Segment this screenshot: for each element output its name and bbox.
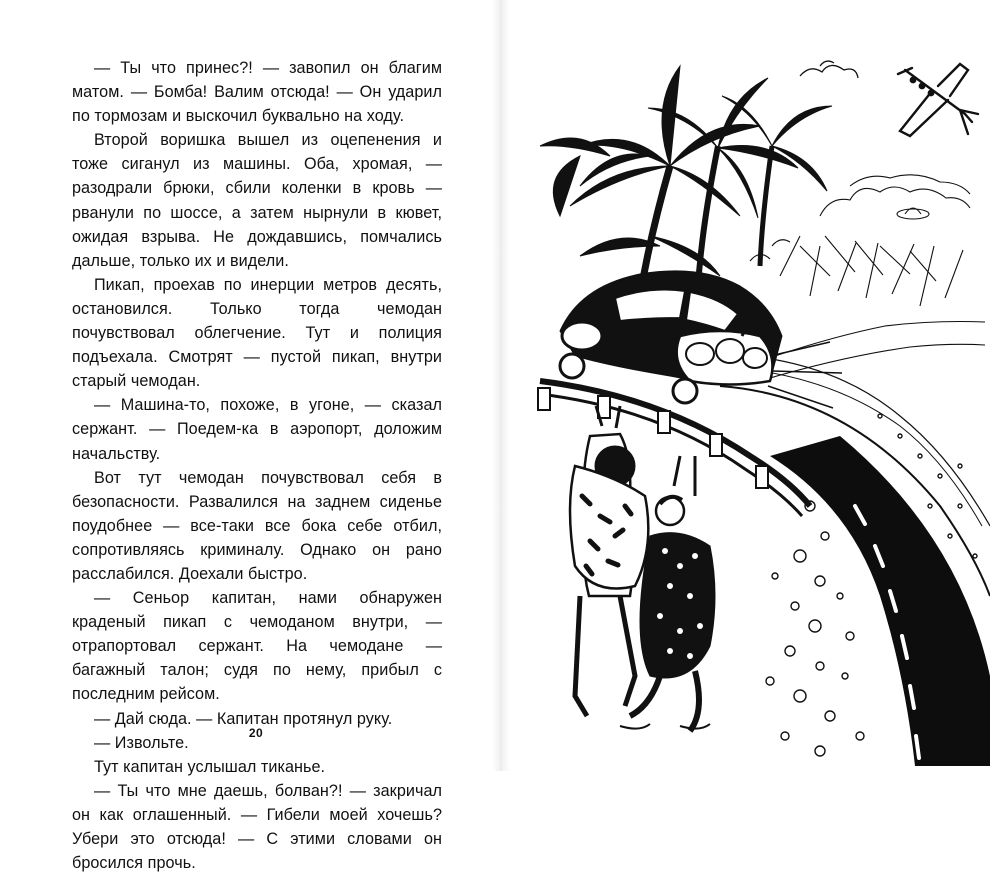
illustration xyxy=(520,36,990,766)
paragraph: — Ты что принес?! — завопил он благим матом. — Бомба! Валим отсюда! — Он ударил по тормозам и выскочил буквально на ходу. xyxy=(72,59,442,126)
palm-trees xyxy=(540,66,832,296)
airplane-drawing xyxy=(898,64,978,136)
paragraph: — Дай сюда. — Капитан протянул руку. xyxy=(94,709,393,728)
page-gutter xyxy=(492,0,510,771)
page-number: 20 xyxy=(248,726,264,740)
road xyxy=(720,356,990,766)
paragraph: — Сеньор капитан, нами обнаружен краденый пикап с чемоданом внутри, — отрапортовал сержант. На чемодане — багажный талон; судя по нему, прибыл с последним рейсом. xyxy=(72,589,442,704)
paragraph: — Извольте. xyxy=(94,733,189,752)
paragraph: Второй воришка вышел из оцепенения и тоже сиганул из машины. Оба, хромая, — разодрали брюки, сбили коленки в кровь — рванули по шоссе, а затем нырнули в кювет, ожидая взрыва. Не дождавшись, помчались дальше, только их и видели. xyxy=(72,131,442,270)
paragraph: — Машина-то, похоже, в угоне, — сказал сержант. — Поедем-ка в аэропорт, доложим начальству. xyxy=(72,396,442,463)
paragraph: — Ты что мне даешь, болван?! — закричал он как оглашенный. — Гибели моей хочешь? Убери это отсюда! — С этими словами он бросился прочь. xyxy=(72,781,442,873)
paragraph: Вот тут чемодан почувствовал себя в безопасности. Развалился на заднем сиденье поудобнее — все-таки все бока себе отбил, сопротивляясь криминалу. Однако он рано расслабился. Доехали быстро. xyxy=(72,468,442,583)
text-column xyxy=(72,56,442,875)
paragraph: Пикап, проехав по инерции метров десять, остановился. Только тогда чемодан почувствовал облегчение. Тут и полиция подъехала. Смотрят — пустой пикап, внутри старый чемодан. xyxy=(72,275,442,391)
cloud xyxy=(800,61,858,78)
car-drawing xyxy=(560,271,842,408)
paragraph: Тут капитан услышал тиканье. xyxy=(94,757,326,776)
crowd-sketch xyxy=(750,175,985,381)
running-figures xyxy=(570,406,715,731)
